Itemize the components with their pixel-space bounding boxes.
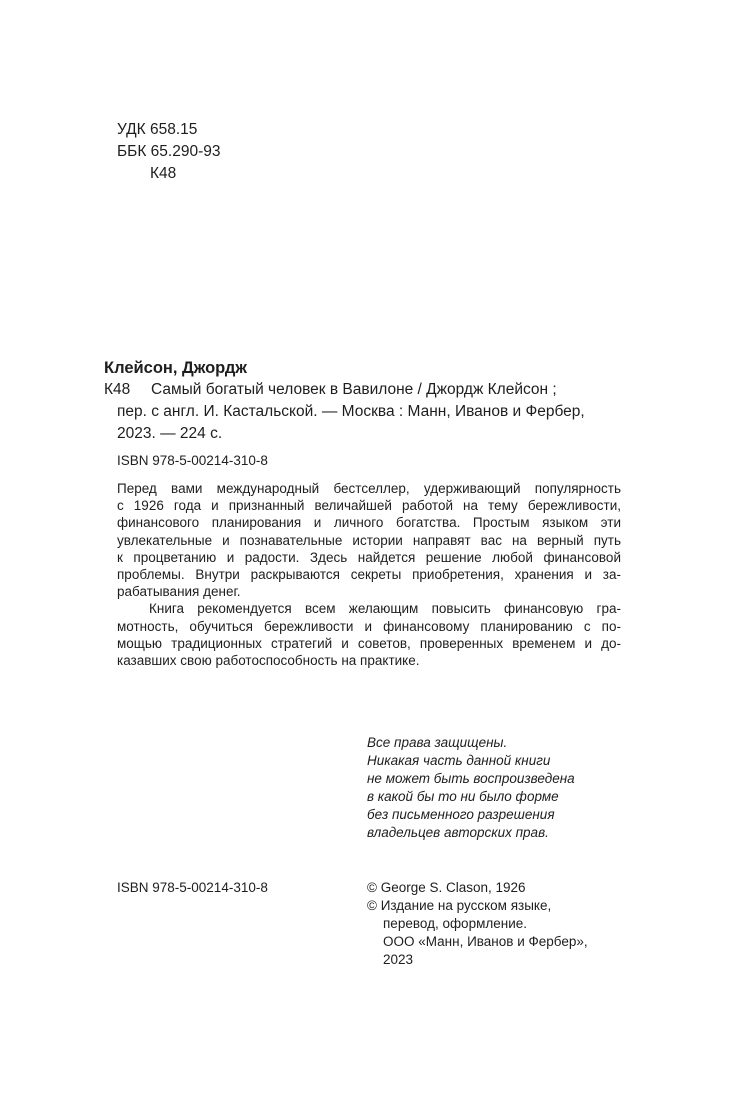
classification-block bbox=[117, 119, 221, 185]
isbn-record: ISBN 978-5-00214-310-8 bbox=[117, 453, 268, 468]
annotation-paragraph bbox=[117, 600, 621, 669]
bib-line: Самый богатый человек в Вавилоне / Джордж Клейсон ; bbox=[151, 381, 557, 398]
copyright-author: © George S. Clason, 1926 bbox=[367, 880, 526, 895]
annotation-line: Книга рекомендуется всем желающим повысить финансовую гра- bbox=[149, 601, 621, 617]
author-heading: Клейсон, Джордж bbox=[104, 359, 248, 377]
rights-line: Никакая часть данной книги bbox=[367, 753, 551, 768]
copyright-edition-line: перевод, оформление. bbox=[383, 916, 527, 931]
annotation-line: к процветанию и радости. Здесь найдется решение любой финансовой bbox=[117, 549, 621, 565]
rights-line: в какой бы то ни было форме bbox=[367, 789, 559, 804]
bib-line: пер. с англ. И. Кастальской. — Москва : Манн, Иванов и Фербер, bbox=[117, 403, 585, 420]
annotation-line: проблемы. Внутри раскрываются секреты приобретения, хранения и за- bbox=[117, 567, 621, 583]
rights-notice bbox=[367, 734, 575, 842]
bibliographic-record bbox=[104, 379, 624, 445]
annotation-line: финансового планирования и личного богатства. Простым языком эти bbox=[117, 515, 621, 531]
author-sign: К48 bbox=[150, 165, 177, 182]
annotation-paragraph bbox=[117, 480, 621, 600]
annotation-line: с 1926 года и признанный величайшей работой на тему бережливости, bbox=[117, 498, 621, 514]
bib-line: 2023. — 224 с. bbox=[117, 425, 223, 442]
annotation-line: мотность, обучиться бережливости и финансовому планированию с по- bbox=[117, 618, 621, 634]
annotation-line: рабатывания денег. bbox=[117, 584, 241, 600]
rights-line: владельцев авторских прав. bbox=[367, 825, 549, 840]
annotation-line: Перед вами международный бестселлер, удерживающий популярность bbox=[117, 481, 621, 496]
annotation-line: казавших свою работоспособность на практике. bbox=[117, 653, 420, 669]
copyright-block bbox=[367, 879, 588, 969]
footer-isbn: ISBN 978-5-00214-310-8 bbox=[117, 880, 268, 895]
annotation-line: увлекательные и познавательные истории направят вас на верный путь bbox=[117, 532, 621, 548]
annotation-line: мощью традиционных стратегий и советов, проверенных временем и до- bbox=[117, 635, 621, 651]
copyright-edition-line: ООО «Манн, Иванов и Фербер», bbox=[383, 934, 588, 949]
bbk-code: ББК 65.290-93 bbox=[117, 143, 221, 160]
copyright-edition-line: 2023 bbox=[383, 952, 414, 967]
udk-code: УДК 658.15 bbox=[117, 121, 198, 138]
copyright-edition-line: © Издание на русском языке, bbox=[367, 898, 552, 913]
rights-line: Все права защищены. bbox=[367, 735, 508, 750]
annotation bbox=[117, 480, 621, 669]
rights-line: без письменного разрешения bbox=[367, 807, 555, 822]
author-sign-code: К48 bbox=[104, 381, 131, 398]
rights-line: не может быть воспроизведена bbox=[367, 771, 575, 786]
